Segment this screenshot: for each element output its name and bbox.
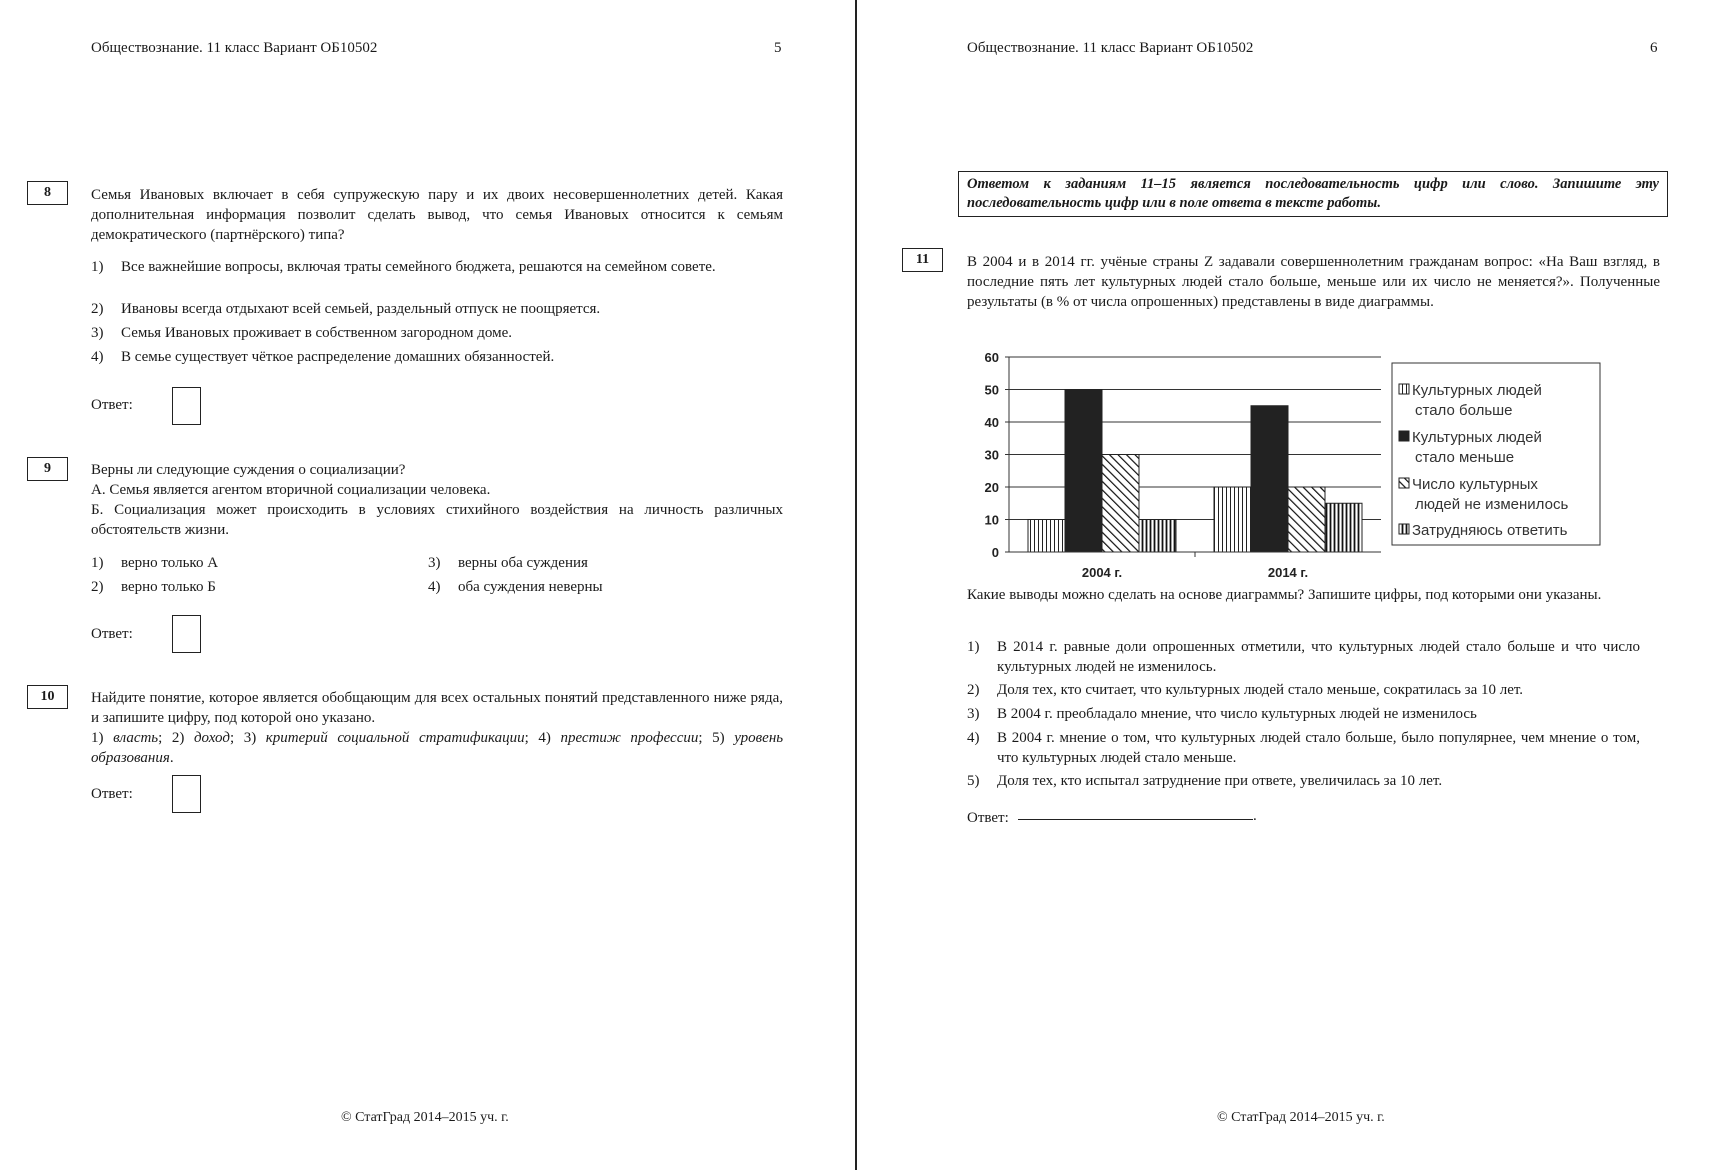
option-text: верно только А <box>121 555 219 571</box>
option-number: 1) <box>91 555 104 571</box>
bar <box>1102 455 1139 553</box>
legend-label: Культурных людей <box>1412 429 1542 446</box>
q11-answer-field[interactable] <box>1018 818 1253 820</box>
x-tick-label: 2004 г. <box>1081 565 1123 580</box>
page-number: 5 <box>774 40 782 56</box>
bar <box>1214 487 1251 552</box>
option-text: В 2014 г. равные доли опрошенных отметили, что культурных людей стало больше и что число культурных людей не изменилось. <box>997 639 1640 675</box>
option-text: оба суждения неверны <box>458 579 603 595</box>
q11-answer-end: . <box>1253 808 1257 824</box>
page-header-title: Обществознание. 11 класс Вариант ОБ10502 <box>91 40 378 56</box>
option-number: 4) <box>91 349 104 365</box>
survey-bar-chart <box>965 345 1605 587</box>
y-tick-label: 20 <box>984 480 999 495</box>
option-number: 2) <box>91 579 104 595</box>
legend-swatch <box>1399 431 1409 441</box>
q10-item-4: 4) престиж профессии; <box>538 730 703 746</box>
y-tick-label: 0 <box>991 545 999 560</box>
task-number-8: 8 <box>27 181 68 205</box>
task-number-10: 10 <box>27 685 68 709</box>
q11-question: Какие выводы можно сделать на основе диаграммы? Запишите цифры, под которыми они указаны. <box>967 587 1602 603</box>
q10-item-1: 1) власть; <box>91 730 163 746</box>
chart-legend <box>1392 363 1600 545</box>
bar <box>1139 520 1176 553</box>
q11-answer-label: Ответ: <box>967 810 1009 826</box>
q9-option-4 <box>428 577 758 597</box>
q8-option-3 <box>91 323 783 343</box>
option-text: верны оба суждения <box>458 555 588 571</box>
q10-item-5: 5) уровень образования. <box>91 730 784 766</box>
page-footer: © СтатГрад 2014–2015 уч. г. <box>341 1110 509 1125</box>
q9-line-1: Верны ли следующие суждения о социализации? <box>91 462 406 478</box>
legend-label: Культурных людей <box>1412 382 1542 399</box>
legend-swatch <box>1399 478 1409 488</box>
q10-items <box>91 728 783 768</box>
option-number: 3) <box>91 325 104 341</box>
option-number: 4) <box>967 730 980 746</box>
page-header-title-right: Обществознание. 11 класс Вариант ОБ10502 <box>967 40 1254 56</box>
option-text: Ивановы всегда отдыхают всей семьей, раздельный отпуск не поощряется. <box>121 301 601 317</box>
option-number: 1) <box>91 259 104 275</box>
legend-label: Число культурных <box>1412 476 1538 493</box>
q8-text: Семья Ивановых включает в себя супружескую пару и их двоих несовершеннолетних детей. Какая дополнительная информация позволит сделать вывод, что семья Ивановых относится к семьям демократического (партнёрского) типа? <box>91 187 783 243</box>
option-text: Все важнейшие вопросы, включая траты семейного бюджета, решаются на семейном совете. <box>121 259 716 275</box>
q9-option-2 <box>91 577 391 597</box>
bar <box>1065 390 1102 553</box>
q11-option-4 <box>967 728 1660 768</box>
option-number: 3) <box>967 706 980 722</box>
q9-option-3 <box>428 553 758 573</box>
option-number: 2) <box>967 682 980 698</box>
option-text: В 2004 г. мнение о том, что культурных людей стало больше, было популярнее, чем мнение о том, что культурных людей стало меньше. <box>997 730 1640 766</box>
option-text: Доля тех, кто испытал затруднение при ответе, увеличилась за 10 лет. <box>997 773 1443 789</box>
q10-text: Найдите понятие, которое является обобщающим для всех остальных понятий представленного ниже ряда, и запишите цифру, под которой оно указано. <box>91 690 783 726</box>
legend-swatch <box>1399 384 1409 394</box>
option-text: Доля тех, кто считает, что культурных людей стало меньше, сократилась за 10 лет. <box>997 682 1524 698</box>
q8-answer-label: Ответ: <box>91 397 133 413</box>
q11-text: В 2004 и в 2014 гг. учёные страны Z задавали совершеннолетним гражданам вопрос: «На Ваш взгляд, в последние пять лет культурных людей стало больше, меньше или их число не меняется?». Полученные результаты (в % от числа опрошенных) представлены в виде диаграммы. <box>967 254 1660 310</box>
y-tick-label: 60 <box>984 350 999 365</box>
y-tick-label: 50 <box>984 382 999 398</box>
q8-option-1 <box>91 257 783 277</box>
q11-option-1 <box>967 637 1660 677</box>
page-footer-right: © СтатГрад 2014–2015 уч. г. <box>1217 1110 1385 1125</box>
q11-option-2 <box>967 680 1660 700</box>
q8-answer-box[interactable] <box>172 387 201 425</box>
bar <box>1288 487 1325 552</box>
q9-answer-box[interactable] <box>172 615 201 653</box>
option-text: верно только Б <box>121 579 216 595</box>
q11-option-3 <box>967 704 1660 724</box>
option-number: 1) <box>967 639 980 655</box>
y-tick-label: 40 <box>984 415 999 430</box>
task-number-11: 11 <box>902 248 943 272</box>
q8-option-2 <box>91 299 783 319</box>
bar <box>1028 520 1065 553</box>
option-number: 4) <box>428 579 441 595</box>
q9-line-3: Б. Социализация может происходить в условиях стихийного воздействия на личность различных обстоятельств жизни. <box>91 502 783 538</box>
legend-label: стало меньше <box>1415 449 1515 466</box>
left-page <box>0 0 855 1170</box>
q9-option-1 <box>91 553 391 573</box>
x-tick-label: 2014 г. <box>1267 565 1309 580</box>
legend-label: людей не изменилось <box>1415 496 1569 513</box>
page-divider <box>855 0 857 1170</box>
option-text: В семье существует чёткое распределение домашних обязанностей. <box>121 349 555 365</box>
q9-line-2: А. Семья является агентом вторичной социализации человека. <box>91 482 491 498</box>
q10-item-3: 3) критерий социальной стратификации; <box>243 730 529 746</box>
legend-swatch <box>1399 524 1409 534</box>
option-text: Семья Ивановых проживает в собственном загородном доме. <box>121 325 512 341</box>
instruction-box: Ответом к заданиям 11–15 является последовательность цифр или слово. Запишите эту последовательность цифр или в поле ответа в тексте работы. <box>958 171 1668 217</box>
y-tick-label: 30 <box>984 447 999 463</box>
q10-item-2: 2) доход; <box>171 730 235 746</box>
q11-option-5 <box>967 771 1660 791</box>
q9-answer-label: Ответ: <box>91 626 133 642</box>
option-number: 3) <box>428 555 441 571</box>
q10-answer-box[interactable] <box>172 775 201 813</box>
q8-option-4 <box>91 347 783 367</box>
bar <box>1325 503 1362 552</box>
q10-answer-label: Ответ: <box>91 786 133 802</box>
page-number-right: 6 <box>1650 40 1658 56</box>
legend-label: Затрудняюсь ответить <box>1412 522 1568 539</box>
bar <box>1251 406 1288 552</box>
option-text: В 2004 г. преобладало мнение, что число культурных людей не изменилось <box>997 706 1477 722</box>
option-number: 5) <box>967 773 980 789</box>
option-number: 2) <box>91 301 104 317</box>
y-tick-label: 10 <box>984 512 999 528</box>
task-number-9: 9 <box>27 457 68 481</box>
legend-label: стало больше <box>1415 402 1513 419</box>
chart-bars <box>1028 390 1362 553</box>
